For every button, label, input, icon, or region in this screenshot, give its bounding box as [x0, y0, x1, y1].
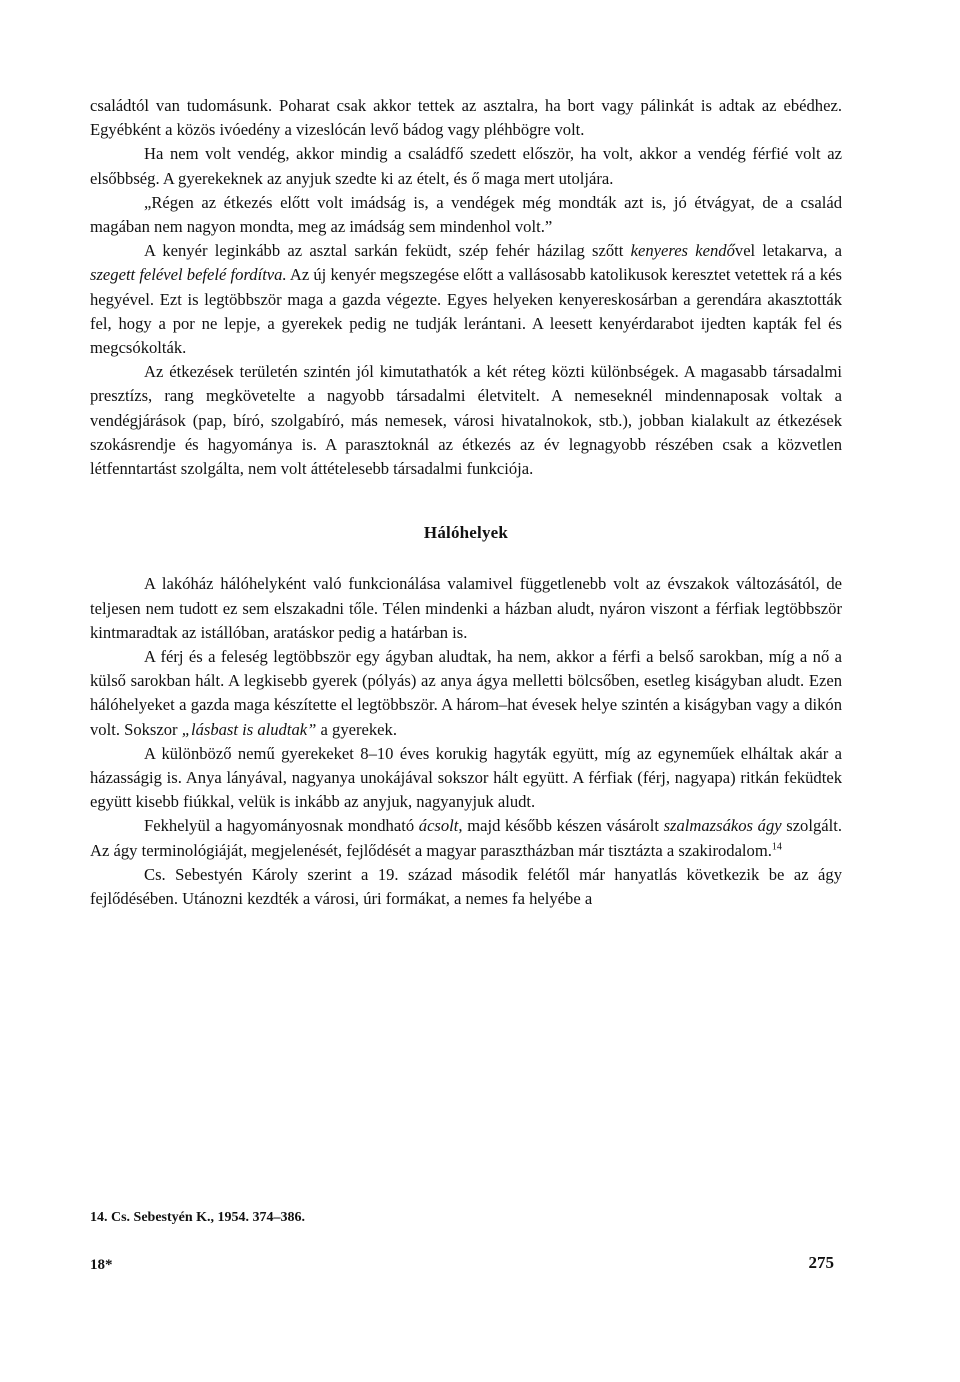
paragraph [90, 742, 842, 815]
section-etkezes [90, 94, 842, 481]
text-run: Az új kenyér megszegése előtt a vallásosabb katolikusok keresztet vetettek rá a kés hegyével. Ezt is legtöbbször maga a gazda végezte. Egyes helyeken kenyereskosárban a gerendára akasztották fel, hogy a por ne lepje, a gyerekek pedig ne tudják lerántani. A leesett kenyérdarabot ijedten kapták fel és megcsókolták. [90, 265, 842, 358]
section-heading: Hálóhelyek [423, 523, 509, 543]
italic-term: ácsolt, [418, 816, 463, 836]
italic-term: szegett felével befelé fordítva. [90, 265, 287, 285]
text-run: A kenyér leginkább az asztal sarkán feküdt, szép fehér házilag szőtt [144, 241, 631, 261]
footnote-reference: 14 [771, 841, 782, 853]
page-body [90, 94, 842, 911]
text-run: a gyerekek. [316, 719, 397, 739]
text-run: vel letakarva, a [734, 241, 842, 261]
section-halohelyek [90, 572, 842, 911]
text-run: A különböző nemű gyerekeket 8–10 éves korukig hagyták együtt, míg az egyneműek elháltak akár a házasságig is. Anya lányával, nagyanya unokájával sokszor hált együtt. A férfiak (férj, nagyapa) ritkán feküdtek együtt kisebb fiúkkal, velük is inkább az anyjuk, nagyanyjuk aludt. [90, 743, 842, 812]
text-run: Ha nem volt vendég, akkor mindig a családfő szedett először, ha volt, akkor a vendég férfié volt az elsőbbség. A gyerekeknek az anyjuk szedte ki az ételt, és ő maga mert utoljára. [90, 144, 842, 188]
text-run: A lakóház hálóhelyként való funkcionálása valamivel függetlenebb volt az évszakok változásától, de teljesen nem tudott ez sem elszakadni tőle. Télen mindenki a házban aludt, nyáron viszont a férfiak legtöbbször kintmaradtak az istállóban, aratáskor pedig a határban is. [90, 574, 842, 642]
page-number: 275 [808, 1253, 834, 1272]
text-run: A férj és a feleség legtöbbször egy ágyban aludtak, ha nem, akkor a férfi a belső sarokban, míg a nő a külső sarokban hált. A legkisebb gyerek (pólyás) az anya ágya melletti bölcsőben, esetleg kiságyban aludt. Ezen hálóhelyeket a gazda maga készítette el legtöbbször. A három–hat évesek helye szintén a kiságyban vagy a dikón volt. Sokszor [90, 647, 842, 739]
text-run: családtól van tudomásunk. Poharat csak akkor tettek az asztalra, ha bort vagy pálinkát is adtak az ebédhez. Egyébként a közös ivóedény a vizeslócán levő bádog vagy pléhbögre volt. [90, 96, 842, 140]
italic-term: szalmazsákos ágy [663, 816, 782, 836]
paragraph [90, 94, 842, 142]
paragraph [90, 814, 842, 862]
text-run: „Régen az étkezés előtt volt imádság is, a vendégek még mondták azt is, jó étvágyat, de a család magában nem nagyon mondta, meg az imádság sem mindenhol volt.” [90, 192, 842, 237]
text-run: Az étkezések területén szintén jól kimutathatók a két réteg közti különbségek. A magasabb társadalmi presztízs, rang megkövetelte a nagyobb társadalmi életvitelt. A nemeseknél mindennaposak voltak a vendégjárások (pap, bíró, szolgabíró, más nemesek, városi hivatalnokok, stb.), jobban kialakult az étkezések szokásrendje és hagyománya is. A parasztoknál az étkezés az év legnagyobb részében csak a közvetlen létfenntartást szolgálta, nem volt áttételesebb társadalmi funkciója. [90, 362, 842, 479]
paragraph [90, 572, 842, 645]
text-run: szolgált. Az ágy terminológiáját, megjelenését, fejlődését a magyar parasztházban már tisztázta a szakirodalom. [90, 816, 843, 860]
paragraph [90, 360, 842, 481]
sheet-signature: 18* [90, 1257, 113, 1273]
text-run: Fekhelyül a hagyományosnak mondható [144, 816, 419, 836]
paragraph [90, 239, 842, 360]
paragraph [90, 645, 842, 742]
text-run: majd később készen vásárolt [462, 816, 664, 836]
paragraph [90, 142, 842, 190]
paragraph [90, 191, 842, 239]
italic-term: kenyeres kendő [630, 241, 735, 261]
italic-term: „lásbast is aludtak” [181, 719, 317, 739]
text-run: Cs. Sebestyén Károly szerint a 19. század második felétől már hanyatlás következik be az ágy fejlődésében. Utánozni kezdték a városi, úri formákat, a nemes fa helyébe a [90, 864, 842, 909]
footnote: 14. Cs. Sebestyén K., 1954. 374–386. [90, 1210, 306, 1225]
paragraph [90, 863, 842, 911]
